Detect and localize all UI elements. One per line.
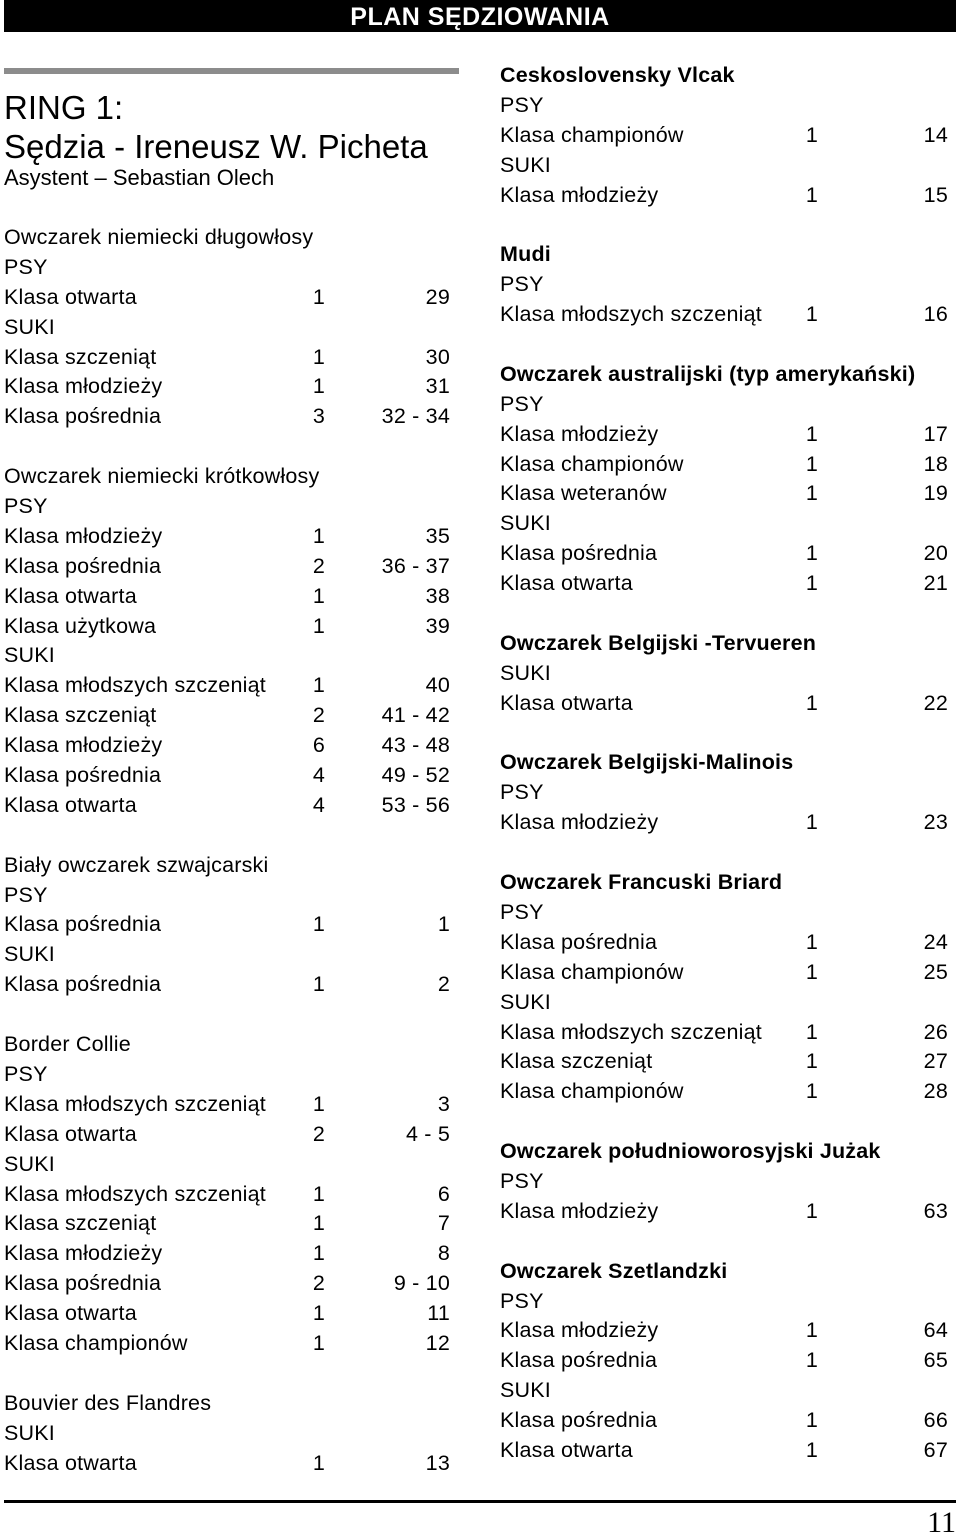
entry-count: 1	[312, 344, 326, 369]
class-name: Klasa szczeniąt	[4, 344, 157, 369]
class-name: Klasa pośrednia	[500, 1408, 658, 1433]
section-spacer	[500, 1227, 948, 1257]
entry-count: 2	[312, 1271, 326, 1296]
catalog-numbers: 39	[425, 613, 450, 638]
catalog-numbers: 14	[923, 122, 948, 147]
entry-count: 6	[312, 733, 326, 758]
catalog-numbers: 31	[425, 374, 450, 399]
entry-count: 1	[312, 613, 326, 638]
class-name: Klasa pośrednia	[4, 972, 162, 997]
catalog-numbers: 41 - 42	[381, 703, 450, 728]
judge-line: Sędzia - Ireneusz W. Picheta	[4, 128, 428, 165]
ring-heading	[4, 88, 484, 166]
catalog-numbers: 27	[923, 1049, 948, 1074]
catalog-numbers: 20	[923, 541, 948, 566]
class-row	[4, 1269, 450, 1299]
entry-count: 1	[805, 1408, 819, 1433]
class-row	[4, 1120, 450, 1150]
class-name: Klasa pośrednia	[500, 929, 658, 954]
class-name: Klasa otwarta	[4, 1450, 137, 1475]
catalog-numbers: 49 - 52	[381, 763, 450, 788]
catalog-numbers: 26	[923, 1019, 948, 1044]
class-row	[500, 1436, 948, 1466]
class-row	[500, 1197, 948, 1227]
class-row	[500, 121, 948, 151]
entry-count: 1	[312, 673, 326, 698]
class-name: Klasa szczeniąt	[4, 1211, 157, 1236]
class-row	[4, 612, 450, 642]
catalog-numbers: 12	[425, 1330, 450, 1355]
class-row	[500, 958, 948, 988]
breed-title: Owczarek południoworosyjski Jużak	[500, 1139, 881, 1164]
catalog-numbers: 29	[425, 284, 450, 309]
section-spacer	[500, 838, 948, 868]
catalog-numbers: 22	[923, 690, 948, 715]
sex-heading: PSY	[500, 92, 544, 117]
class-row	[4, 701, 450, 731]
entry-count: 2	[312, 703, 326, 728]
class-row	[4, 1329, 450, 1359]
class-row	[4, 671, 450, 701]
catalog-numbers: 64	[923, 1318, 948, 1343]
catalog-numbers: 1	[437, 912, 450, 937]
entry-count: 1	[805, 541, 819, 566]
catalog-numbers: 28	[923, 1079, 948, 1104]
entry-count: 4	[312, 763, 326, 788]
breed-title: Owczarek Belgijski -Tervueren	[500, 630, 817, 655]
entry-count: 1	[805, 1348, 819, 1373]
class-name: Klasa młodzieży	[500, 1318, 659, 1343]
entry-count: 1	[312, 1330, 326, 1355]
class-name: Klasa młodzieży	[4, 523, 163, 548]
section-spacer	[500, 330, 948, 360]
catalog-numbers: 19	[923, 481, 948, 506]
class-name: Klasa otwarta	[500, 571, 633, 596]
entry-count: 1	[312, 1301, 326, 1326]
catalog-numbers: 53 - 56	[381, 792, 450, 817]
entry-count: 1	[312, 523, 326, 548]
catalog-numbers: 65	[923, 1348, 948, 1373]
class-row	[500, 928, 948, 958]
class-name: Klasa otwarta	[4, 792, 137, 817]
class-row	[500, 1316, 948, 1346]
catalog-numbers: 23	[923, 810, 948, 835]
class-row	[4, 1299, 450, 1329]
class-name: Klasa młodszych szczeniąt	[4, 673, 266, 698]
sex-heading: SUKI	[4, 314, 55, 339]
entry-count: 1	[805, 421, 819, 446]
sex-heading: PSY	[500, 780, 544, 805]
class-row	[4, 761, 450, 791]
class-name: Klasa otwarta	[4, 583, 137, 608]
catalog-numbers: 25	[923, 959, 948, 984]
section-divider	[4, 68, 459, 74]
sex-heading: SUKI	[500, 1378, 551, 1403]
entry-count: 1	[312, 1091, 326, 1116]
sex-heading: PSY	[4, 1061, 48, 1086]
class-name: Klasa pośrednia	[500, 1348, 658, 1373]
catalog-numbers: 9 - 10	[393, 1271, 450, 1296]
page-number: 11	[927, 1506, 956, 1539]
catalog-numbers: 38	[425, 583, 450, 608]
entry-count: 2	[312, 553, 326, 578]
class-row	[4, 970, 450, 1000]
sex-heading: PSY	[500, 272, 544, 297]
class-row	[4, 1449, 450, 1479]
class-name: Klasa młodzieży	[4, 374, 163, 399]
catalog-numbers: 11	[427, 1301, 450, 1326]
class-name: Klasa młodzieży	[4, 1241, 163, 1266]
class-name: Klasa pośrednia	[4, 404, 162, 429]
catalog-numbers: 2	[437, 972, 450, 997]
sex-heading: SUKI	[4, 1151, 55, 1176]
class-row	[500, 1346, 948, 1376]
sex-heading: PSY	[500, 1288, 544, 1313]
section-spacer	[500, 719, 948, 749]
catalog-numbers: 4 - 5	[405, 1121, 450, 1146]
sex-heading: PSY	[4, 494, 48, 519]
catalog-numbers: 43 - 48	[381, 733, 450, 758]
catalog-numbers: 16	[923, 302, 948, 327]
section-spacer	[4, 1359, 450, 1389]
class-row	[500, 300, 948, 330]
entry-count: 1	[805, 571, 819, 596]
catalog-numbers: 63	[923, 1198, 948, 1223]
breed-title: Owczarek Szetlandzki	[500, 1258, 728, 1283]
catalog-numbers: 36 - 37	[381, 553, 450, 578]
class-row	[4, 791, 450, 821]
class-name: Klasa młodzieży	[500, 810, 659, 835]
class-row	[4, 1090, 450, 1120]
entry-count: 2	[312, 1121, 326, 1146]
class-row	[4, 731, 450, 761]
sex-heading: PSY	[4, 882, 48, 907]
catalog-numbers: 18	[923, 451, 948, 476]
sex-heading: SUKI	[4, 1420, 55, 1445]
catalog-numbers: 15	[923, 182, 948, 207]
entry-count: 1	[805, 959, 819, 984]
catalog-numbers: 13	[425, 1450, 450, 1475]
class-row	[500, 539, 948, 569]
section-spacer	[4, 821, 450, 851]
entry-count: 1	[805, 690, 819, 715]
class-name: Klasa użytkowa	[4, 613, 157, 638]
entry-count: 1	[805, 929, 819, 954]
class-name: Klasa szczeniąt	[500, 1049, 653, 1074]
catalog-numbers: 67	[923, 1437, 948, 1462]
breed-title: Biały owczarek szwajcarski	[4, 852, 269, 877]
catalog-numbers: 24	[923, 929, 948, 954]
entry-count: 1	[805, 481, 819, 506]
breed-title: Mudi	[500, 242, 551, 267]
class-name: Klasa otwarta	[4, 284, 137, 309]
class-name: Klasa młodszych szczeniąt	[500, 302, 762, 327]
breed-title: Owczarek niemiecki krótkowłosy	[4, 464, 320, 489]
class-row	[4, 582, 450, 612]
section-spacer	[500, 599, 948, 629]
entry-count: 1	[312, 1450, 326, 1475]
class-row	[4, 372, 450, 402]
entry-count: 1	[805, 182, 819, 207]
class-name: Klasa młodszych szczeniąt	[4, 1181, 266, 1206]
entry-count: 1	[312, 1181, 326, 1206]
class-row	[4, 522, 450, 552]
breed-title: Owczarek niemiecki długowłosy	[4, 225, 314, 249]
entry-count: 1	[805, 1049, 819, 1074]
sex-heading: SUKI	[500, 660, 551, 685]
class-name: Klasa championów	[500, 122, 684, 147]
class-row	[4, 1239, 450, 1269]
assistant-line: Asystent – Sebastian Olech	[4, 165, 275, 190]
catalog-numbers: 17	[923, 421, 948, 446]
sex-heading: PSY	[500, 899, 544, 924]
class-name: Klasa pośrednia	[500, 541, 658, 566]
breed-title: Border Collie	[4, 1032, 131, 1057]
breed-title: Owczarek Belgijski-Malinois	[500, 750, 794, 775]
sex-heading: PSY	[500, 391, 544, 416]
breed-title: Owczarek australijski (typ amerykański)	[500, 361, 916, 386]
catalog-numbers: 32 - 34	[381, 404, 450, 429]
entry-count: 1	[805, 451, 819, 476]
catalog-numbers: 3	[437, 1091, 450, 1116]
page-header: PLAN SĘDZIOWANIA	[4, 0, 956, 32]
breed-title: Bouvier des Flandres	[4, 1390, 212, 1415]
right-column	[500, 61, 948, 1466]
entry-count: 1	[805, 122, 819, 147]
class-name: Klasa młodzieży	[500, 421, 659, 446]
class-row	[500, 1047, 948, 1077]
entry-count: 1	[805, 1198, 819, 1223]
class-row	[500, 1077, 948, 1107]
entry-count: 1	[805, 1437, 819, 1462]
catalog-numbers: 8	[437, 1241, 450, 1266]
class-name: Klasa młodzieży	[4, 733, 163, 758]
class-name: Klasa otwarta	[500, 690, 633, 715]
section-spacer	[500, 1107, 948, 1137]
breed-title: Owczarek Francuski Briard	[500, 870, 783, 895]
class-row	[4, 283, 450, 313]
class-row	[500, 479, 948, 509]
class-row	[4, 1180, 450, 1210]
class-name: Klasa pośrednia	[4, 553, 162, 578]
entry-count: 3	[312, 404, 326, 429]
sex-heading: SUKI	[4, 942, 55, 967]
class-row	[500, 420, 948, 450]
class-row	[500, 569, 948, 599]
class-row	[4, 552, 450, 582]
sex-heading: SUKI	[4, 643, 55, 668]
class-name: Klasa championów	[500, 1079, 684, 1104]
sex-heading: SUKI	[500, 511, 551, 536]
class-name: Klasa championów	[500, 959, 684, 984]
entry-count: 1	[312, 912, 326, 937]
entry-count: 1	[805, 1019, 819, 1044]
section-spacer	[4, 1000, 450, 1030]
entry-count: 1	[312, 1241, 326, 1266]
catalog-numbers: 21	[923, 571, 948, 596]
class-name: Klasa weteranów	[500, 481, 667, 506]
class-row	[500, 1406, 948, 1436]
class-name: Klasa pośrednia	[4, 912, 162, 937]
catalog-numbers: 6	[437, 1181, 450, 1206]
class-name: Klasa młodszych szczeniąt	[4, 1091, 266, 1116]
class-name: Klasa championów	[4, 1330, 188, 1355]
catalog-numbers: 66	[923, 1408, 948, 1433]
ring-label: RING 1:	[4, 89, 124, 126]
entry-count: 1	[805, 810, 819, 835]
entry-count: 1	[805, 1079, 819, 1104]
class-name: Klasa młodszych szczeniąt	[500, 1019, 762, 1044]
class-name: Klasa otwarta	[500, 1437, 633, 1462]
sex-heading: PSY	[4, 254, 48, 279]
breed-title: Ceskoslovensky Vlcak	[500, 63, 735, 87]
section-spacer	[4, 432, 450, 462]
class-row	[500, 808, 948, 838]
class-name: Klasa championów	[500, 451, 684, 476]
entry-count: 1	[312, 1211, 326, 1236]
class-row	[500, 1018, 948, 1048]
class-name: Klasa młodzieży	[500, 1198, 659, 1223]
catalog-numbers: 30	[425, 344, 450, 369]
class-name: Klasa młodzieży	[500, 182, 659, 207]
entry-count: 4	[312, 792, 326, 817]
catalog-numbers: 40	[425, 673, 450, 698]
class-row	[500, 450, 948, 480]
entry-count: 1	[312, 972, 326, 997]
class-name: Klasa pośrednia	[4, 763, 162, 788]
section-spacer	[500, 210, 948, 240]
class-row	[500, 181, 948, 211]
class-name: Klasa pośrednia	[4, 1271, 162, 1296]
left-column	[4, 223, 450, 1478]
class-row	[4, 402, 450, 432]
class-name: Klasa otwarta	[4, 1121, 137, 1146]
class-row	[4, 343, 450, 373]
entry-count: 1	[805, 1318, 819, 1343]
class-row	[4, 1209, 450, 1239]
entry-count: 1	[805, 302, 819, 327]
entry-count: 1	[312, 284, 326, 309]
sex-heading: SUKI	[500, 989, 551, 1014]
catalog-numbers: 35	[425, 523, 450, 548]
sex-heading: PSY	[500, 1168, 544, 1193]
class-name: Klasa szczeniąt	[4, 703, 157, 728]
class-row	[500, 689, 948, 719]
entry-count: 1	[312, 583, 326, 608]
entry-count: 1	[312, 374, 326, 399]
class-name: Klasa otwarta	[4, 1301, 137, 1326]
catalog-numbers: 7	[437, 1211, 450, 1236]
footer-divider	[4, 1500, 956, 1503]
sex-heading: SUKI	[500, 152, 551, 177]
class-row	[4, 910, 450, 940]
